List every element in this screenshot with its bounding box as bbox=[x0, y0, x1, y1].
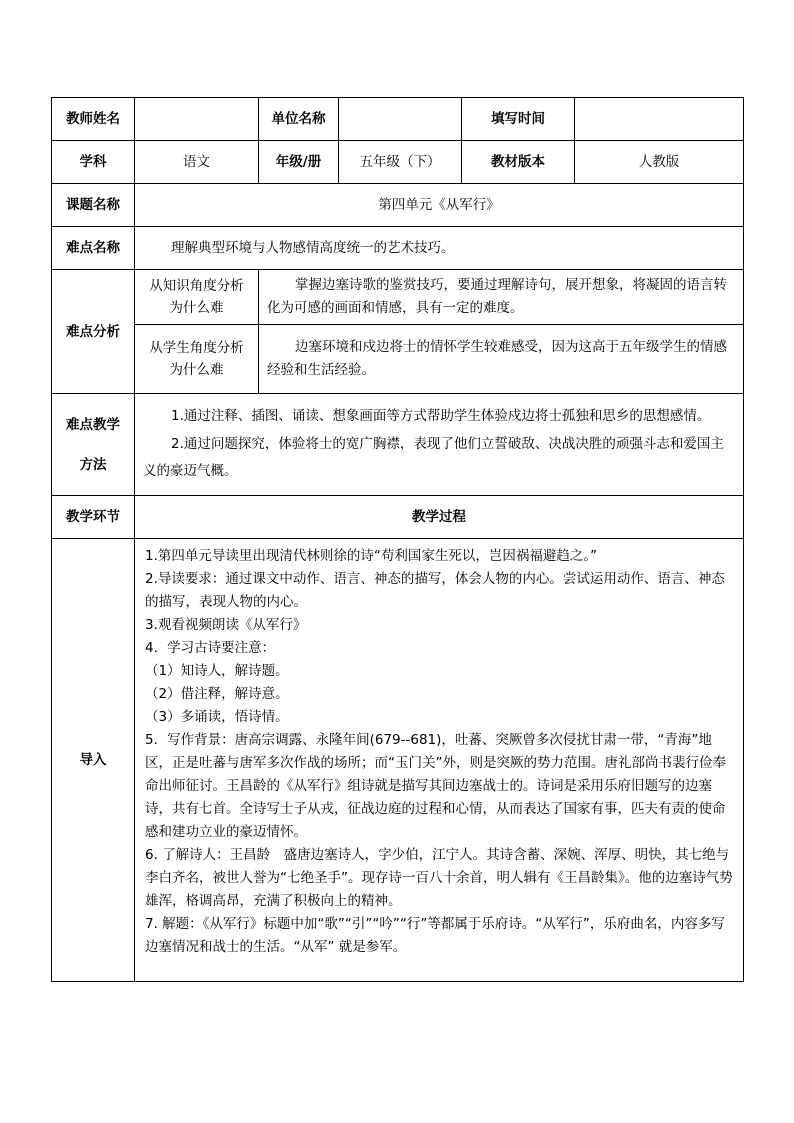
intro-line: （3）多诵读，悟诗情。 bbox=[145, 709, 289, 725]
subject-label: 学科 bbox=[52, 141, 135, 184]
unit-name-label: 单位名称 bbox=[259, 98, 339, 141]
student-angle-text: 边塞环境和戍边将士的情怀学生较难感受，因为这高于五年级学生的情感经验和生活经验。 bbox=[259, 325, 744, 394]
topic-label: 课题名称 bbox=[52, 184, 135, 227]
student-angle-label: 从学生角度分析为什么难 bbox=[135, 325, 259, 394]
method-point-2: 2.通过问题探究，体验将士的宽广胸襟，表现了他们立誓破敌、决战决胜的顽强斗志和爱国主义的豪迈气概。 bbox=[143, 435, 724, 479]
intro-line: 6. 了解诗人：王昌龄 盛唐边塞诗人，字少伯，江宁人。其诗含蓄、深婉、浑厚、明快，其七绝与李白齐名，被世人誉为“七绝圣手”。现存诗一百八十余首，明人辑有《王昌龄集》。他的边塞诗气势雄浑，格调高昂，充满了积极向上的精神。 bbox=[145, 847, 733, 909]
topic-value: 第四单元《从军行》 bbox=[135, 184, 744, 227]
analysis-label: 难点分析 bbox=[52, 270, 135, 394]
edition-label: 教材版本 bbox=[462, 141, 575, 184]
intro-line: 3.观看视频朗读《从军行》 bbox=[145, 617, 307, 633]
row-subject bbox=[52, 141, 744, 184]
knowledge-angle-label: 从知识角度分析为什么难 bbox=[135, 270, 259, 325]
row-difficulty bbox=[52, 227, 744, 270]
teacher-name-label: 教师姓名 bbox=[52, 98, 135, 141]
intro-line: 5．写作背景：唐高宗调露、永隆年间(679--681)，吐蕃、突厥曾多次侵扰甘肃一带，“青海”地区，正是吐蕃与唐军多次作战的场所；而“玉门关”外，则是突厥的势力范围。唐礼部尚书裴行俭奉命出师征讨。王昌龄的《从军行》组诗就是描写其间边塞战士的。诗词是采用乐府旧题写的边塞诗，共有七首。全诗写士子从戎，征战边庭的过程和心情，从而表达了国家有事，匹夫有责的使命感和建功立业的豪迈情怀。 bbox=[145, 732, 726, 840]
intro-line: 1.第四单元导读里出现清代林则徐的诗“苟利国家生死以，岂因祸福避趋之。” bbox=[145, 548, 598, 564]
lesson-plan-form bbox=[51, 97, 743, 981]
teaching-stage-header: 教学环节 bbox=[52, 496, 135, 539]
intro-line: 7. 解题：《从军行》标题中加“歌”“引”“吟”“行”等都属于乐府诗。“从军行”，乐府曲名，内容多写边塞情况和战士的生活。“从军” 就是参军。 bbox=[145, 916, 725, 955]
row-topic bbox=[52, 184, 744, 227]
intro-label: 导入 bbox=[52, 539, 135, 982]
row-intro bbox=[52, 539, 744, 982]
intro-line: （1）知诗人，解诗题。 bbox=[145, 663, 289, 679]
edition-value: 人教版 bbox=[575, 141, 744, 184]
unit-name-value bbox=[339, 98, 462, 141]
intro-line: 4．学习古诗要注意： bbox=[145, 640, 276, 656]
knowledge-angle-text: 掌握边塞诗歌的鉴赏技巧，要通过理解诗句，展开想象，将凝固的语言转化为可感的画面和情感，具有一定的难度。 bbox=[259, 270, 744, 325]
intro-line: 2.导读要求：通过课文中动作、语言、神态的描写，体会人物的内心。尝试运用动作、语言、神态的描写，表现人物的内心。 bbox=[145, 571, 725, 610]
difficulty-label: 难点名称 bbox=[52, 227, 135, 270]
grade-value: 五年级（下） bbox=[339, 141, 462, 184]
method-label bbox=[52, 394, 135, 496]
row-analysis-student bbox=[52, 325, 744, 394]
teaching-process-header: 教学过程 bbox=[135, 496, 744, 539]
fill-date-value bbox=[575, 98, 744, 141]
difficulty-value: 理解典型环境与人物感情高度统一的艺术技巧。 bbox=[135, 227, 744, 270]
teacher-name-value bbox=[135, 98, 259, 141]
grade-label: 年级/册 bbox=[259, 141, 339, 184]
row-teacher bbox=[52, 98, 744, 141]
intro-line: （2）借注释，解诗意。 bbox=[145, 686, 289, 702]
method-label-line2: 方法 bbox=[79, 456, 107, 473]
lesson-plan-table bbox=[51, 97, 744, 982]
row-analysis-knowledge bbox=[52, 270, 744, 325]
row-process-header bbox=[52, 496, 744, 539]
fill-date-label: 填写时间 bbox=[462, 98, 575, 141]
subject-value: 语文 bbox=[135, 141, 259, 184]
method-content bbox=[135, 394, 744, 496]
method-label-line1: 难点教学 bbox=[66, 416, 120, 433]
row-method bbox=[52, 394, 744, 496]
method-point-1: 1.通过注释、插图、诵读、想象画面等方式帮助学生体验戍边将士孤独和思乡的思想感情。 bbox=[171, 407, 711, 424]
intro-content bbox=[135, 539, 744, 982]
